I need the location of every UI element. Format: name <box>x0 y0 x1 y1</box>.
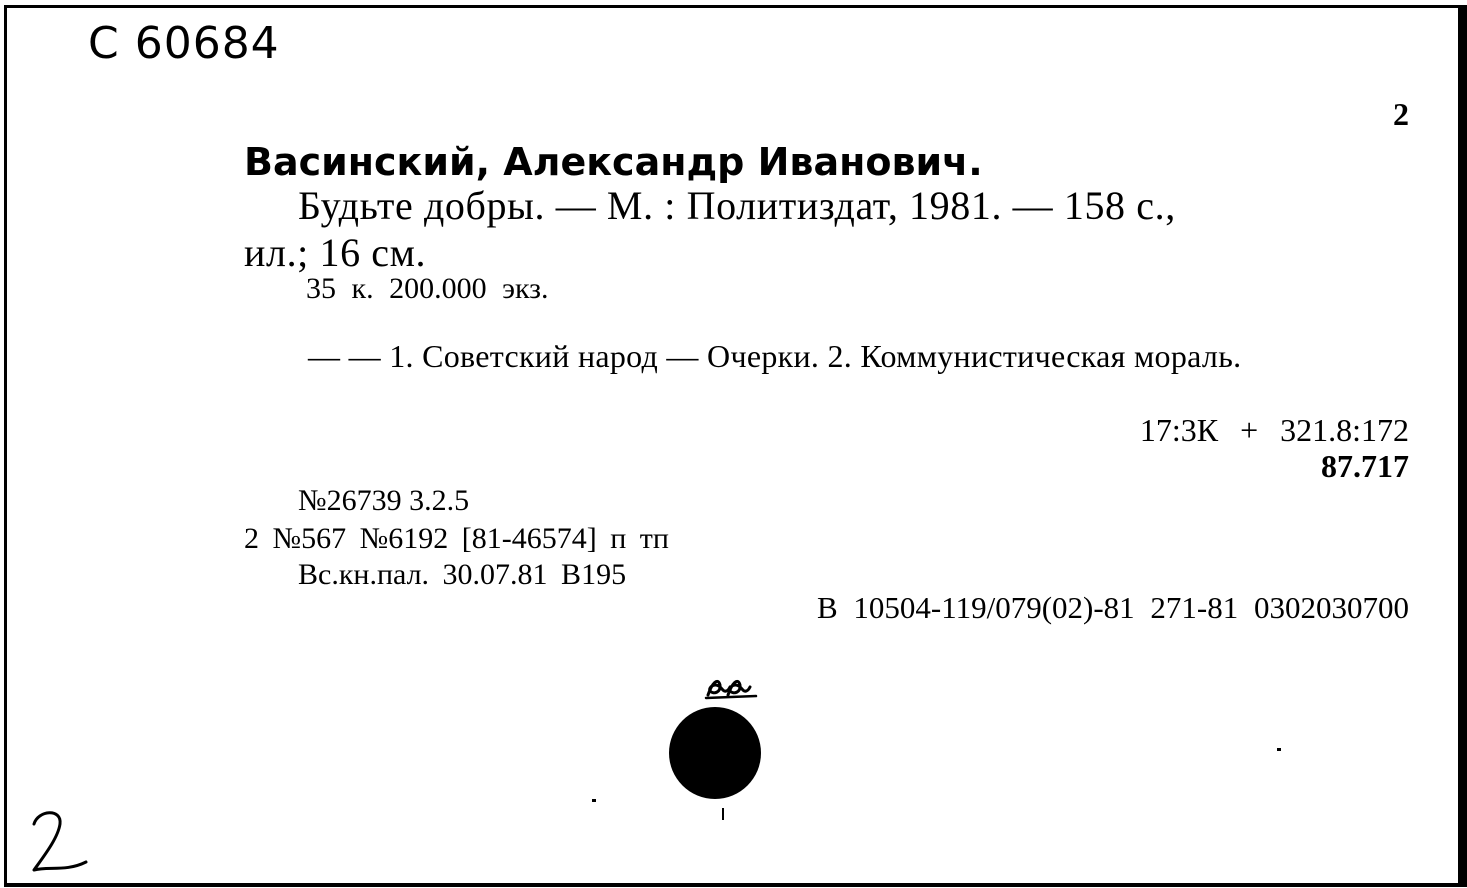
punch-hole <box>669 707 761 799</box>
publisher-code: В 10504-119/079(02)-81 271-81 0302030700 <box>816 590 1409 625</box>
subject-headings: — — 1. Советский народ — Очерки. 2. Коммунистическая мораль. <box>308 338 1242 374</box>
book-chamber-stamp: Вс.кн.пал. 30.07.81 В195 <box>298 558 627 591</box>
price-and-print-run: 35 к. 200.000 экз. <box>306 272 549 305</box>
title-statement-line-2: ил.; 16 см. <box>244 230 427 275</box>
speck <box>1277 748 1281 751</box>
author-heading: Васинский, Александр Иванович. <box>244 140 983 184</box>
registration-number: №26739 3.2.5 <box>298 484 470 517</box>
speck <box>722 808 724 820</box>
handwritten-hole-mark <box>702 665 764 705</box>
classification-index-secondary: 87.717 <box>1321 448 1409 484</box>
corner-number: 2 <box>1393 96 1409 132</box>
title-statement-line-1: Будьте добры. — М. : Политиздат, 1981. — 158 с., <box>298 183 1176 228</box>
classification-index: 17:3К + 321.8:172 <box>1139 412 1409 448</box>
handwritten-number-2 <box>28 808 92 878</box>
order-numbers: 2 №567 №6192 [81-46574] п тп <box>244 522 669 555</box>
call-number: C 60684 <box>88 18 280 69</box>
speck <box>592 799 596 802</box>
